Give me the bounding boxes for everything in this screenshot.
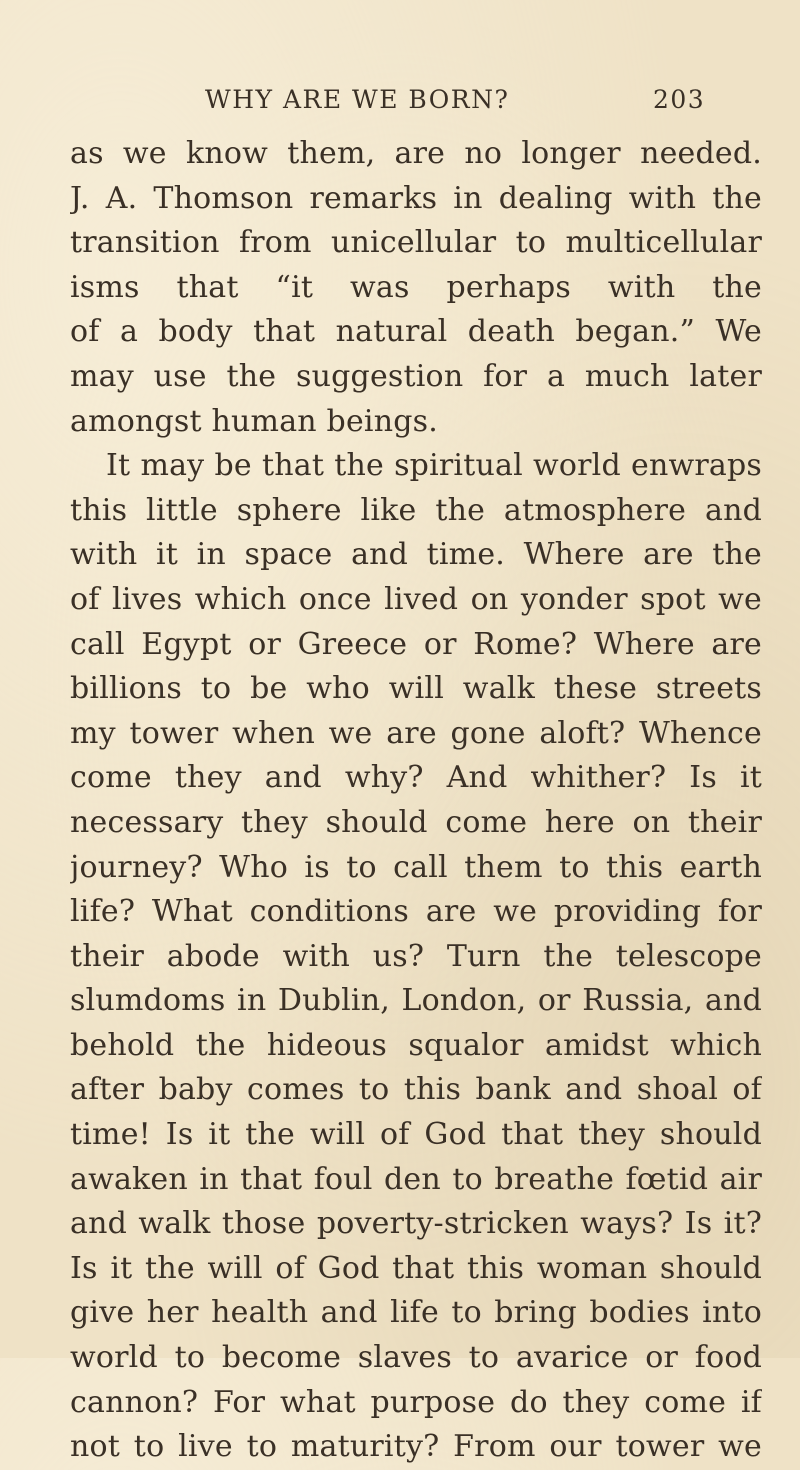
- text-line: give her health and life to bring bodies into: [70, 1295, 762, 1331]
- text-line: my tower when we are gone aloft? Whence: [70, 715, 762, 751]
- running-title: WHY ARE WE BORN?: [205, 85, 510, 114]
- text-line: of a body that natural death began.” We: [70, 314, 762, 350]
- page-number: 203: [653, 85, 706, 114]
- text-line: J. A. Thomson remarks in dealing with the: [70, 180, 762, 216]
- text-line: may use the suggestion for a much later: [70, 358, 762, 394]
- text-line: world to become slaves to avarice or food: [70, 1340, 762, 1376]
- text-line: call Egypt or Greece or Rome? Where are: [70, 626, 762, 662]
- text-line: billions to be who will walk these streets: [70, 671, 762, 707]
- text-line: slumdoms in Dublin, London, or Russia, and: [70, 983, 762, 1019]
- running-head: [205, 85, 745, 125]
- text-line: behold the hideous squalor amidst which: [70, 1027, 762, 1063]
- text-line: after baby comes to this bank and shoal of: [70, 1072, 762, 1108]
- text-line: and walk those poverty-stricken ways? Is it?: [70, 1206, 762, 1242]
- text-line: Is it the will of God that this woman should: [70, 1250, 762, 1286]
- text-line: their abode with us? Turn the telescope: [70, 938, 762, 974]
- text-line: not to live to maturity? From our tower we: [70, 1429, 762, 1465]
- text-line: with it in space and time. Where are the: [70, 537, 762, 573]
- text-line: of lives which once lived on yonder spot we: [70, 581, 762, 617]
- text-line: as we know them, are no longer needed.: [70, 136, 762, 171]
- text-line: amongst human beings.: [70, 403, 438, 439]
- text-line: isms that “it was perhaps with the: [70, 269, 762, 305]
- text-line: transition from unicellular to multicellular: [70, 225, 762, 261]
- text-line: necessary they should come here on their: [70, 804, 762, 840]
- text-line: come they and why? And whither? Is it: [70, 760, 762, 796]
- text-line: awaken in that foul den to breathe fœtid air: [70, 1161, 762, 1197]
- body-text: [70, 132, 762, 1470]
- text-line: time! Is it the will of God that they should: [70, 1117, 762, 1153]
- text-line: journey? Who is to call them to this earth: [70, 849, 762, 885]
- text-line: cannon? For what purpose do they come if: [70, 1384, 762, 1420]
- text-line: It may be that the spiritual world enwraps: [106, 448, 762, 484]
- text-line: life? What conditions are we providing for: [70, 894, 762, 930]
- text-line: this little sphere like the atmosphere and: [70, 492, 762, 528]
